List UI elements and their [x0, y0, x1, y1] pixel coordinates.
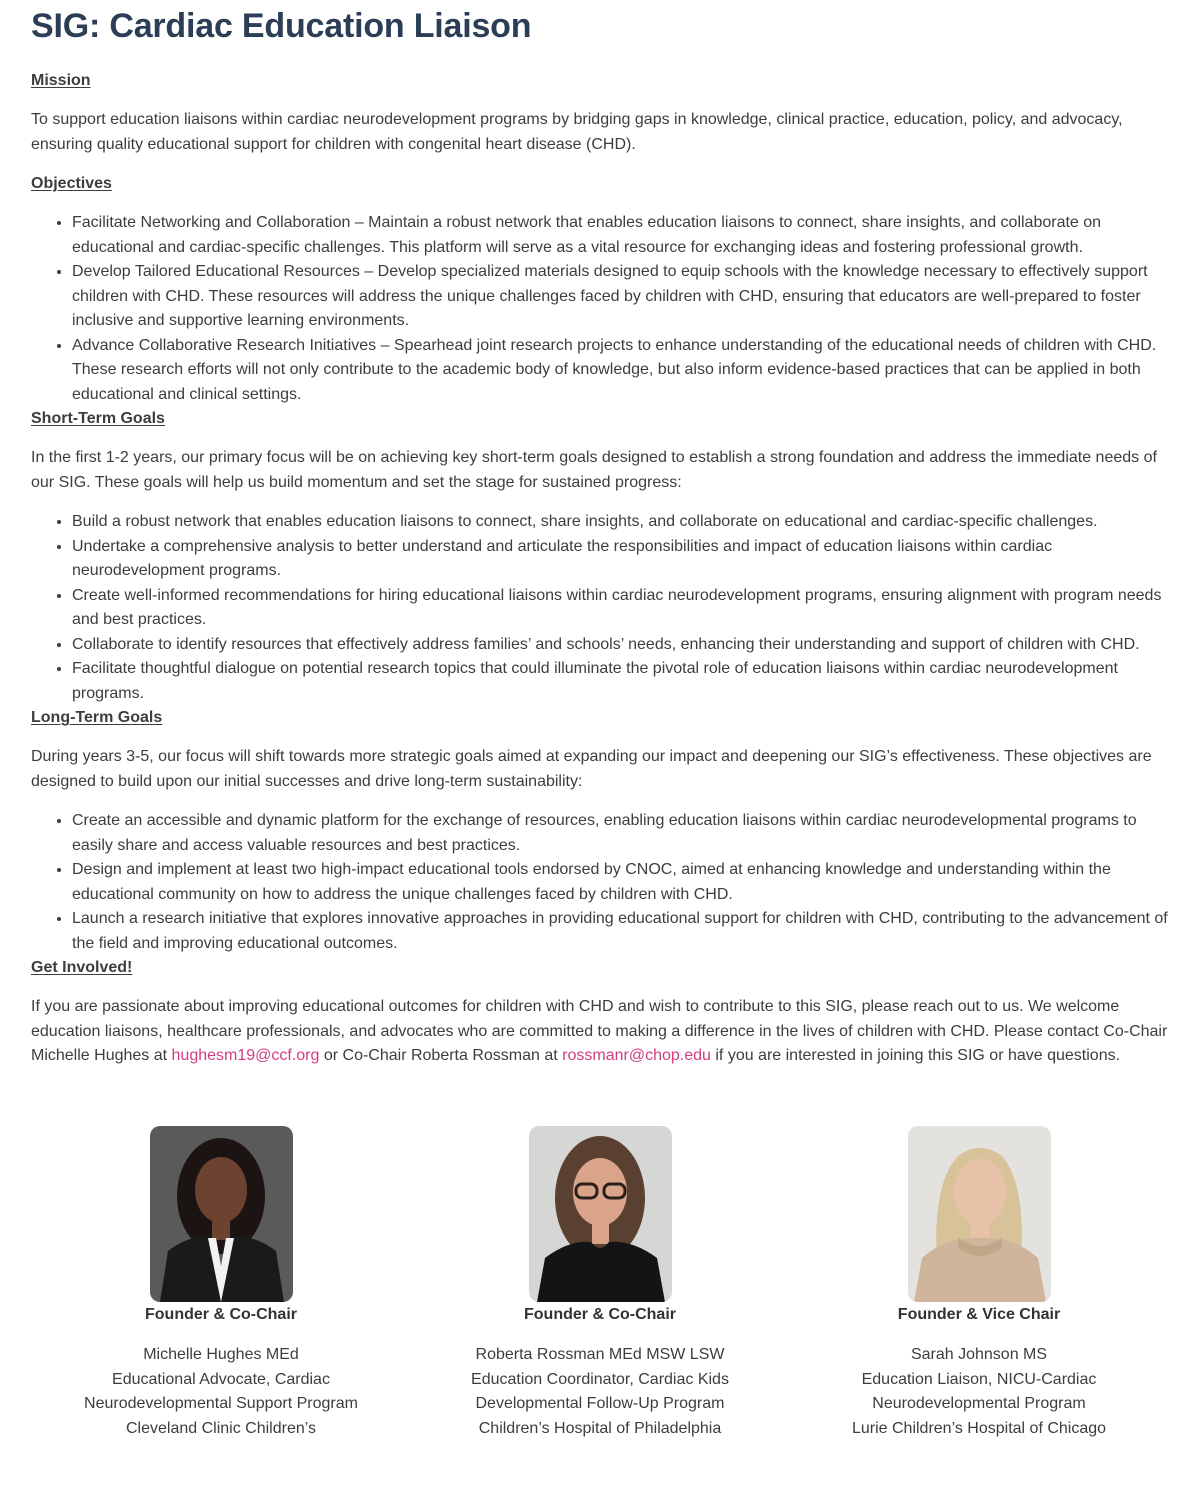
person-program: Developmental Follow-Up Program	[475, 1395, 725, 1412]
list-item: • Facilitate Networking and Collaboration – Maintain a robust network that enables education liaisons to connect, share insights, and collaborate on educational and cardiac-specific challenges. This platform will serve as a vital resource for exchanging ideas and fostering professional growth.	[72, 211, 1169, 260]
person-program: Neurodevelopmental Program	[872, 1395, 1086, 1412]
person-name: Sarah Johnson MS	[910, 1346, 1048, 1363]
person-info	[789, 1343, 1169, 1441]
get-involved-text-part: or Co-Chair Roberta Rossman at	[319, 1047, 563, 1064]
list-item: • Facilitate thoughtful dialogue on potential research topics that could illuminate the pivotal role of education liaisons within cardiac neurodevelopment programs.	[72, 657, 1169, 706]
person-role: Founder & Co-Chair	[524, 1306, 676, 1323]
mission-text: To support education liaisons within cardiac neurodevelopment programs by bridging gaps in knowledge, clinical practice, education, policy, and advocacy, ensuring quality educational support for children with congenital heart disease (CHD).	[31, 111, 1123, 153]
list-item: • Build a robust network that enables education liaisons to connect, share insights, and collaborate on educational and cardiac-specific challenges.	[72, 510, 1169, 535]
list-item: • Collaborate to identify resources that effectively address families’ and schools’ needs, enhancing their understanding and support of children with CHD.	[72, 633, 1169, 658]
portrait-photo	[150, 1126, 293, 1302]
person-info	[31, 1343, 411, 1441]
portrait-photo	[908, 1126, 1051, 1302]
person-title: Educational Advocate, Cardiac	[112, 1370, 330, 1388]
portrait-photo	[529, 1126, 672, 1302]
list-item: • Design and implement at least two high-impact educational tools endorsed by CNOC, aimed at enhancing knowledge and understanding within the educational community on how to address the unique challenges faced by children with CHD.	[72, 858, 1169, 907]
short-term-intro: In the first 1-2 years, our primary focus will be on achieving key short-term goals designed to establish a strong foundation and address the immediate needs of our SIG. These goals will help us build momentum and set the stage for sustained progress:	[31, 449, 1157, 491]
objectives-heading: Objectives	[31, 175, 112, 192]
email-link-rossman[interactable]: rossmanr@chop.edu	[562, 1047, 711, 1064]
person-program: Neurodevelopmental Support Program	[84, 1395, 358, 1412]
person-title: Education Coordinator, Cardiac Kids	[471, 1370, 729, 1388]
list-item: • Create an accessible and dynamic platform for the exchange of resources, enabling education liaisons within cardiac neurodevelopmental programs to easily share and access valuable resources and best practices.	[72, 809, 1169, 858]
person-role: Founder & Vice Chair	[897, 1306, 1061, 1323]
get-involved-text	[31, 995, 1169, 1069]
get-involved-text-part: if you are interested in joining this SIG or have questions.	[710, 1047, 1121, 1064]
person-title: Education Liaison, NICU-Cardiac	[861, 1370, 1097, 1388]
person-info	[410, 1343, 790, 1441]
person-card	[789, 1126, 1169, 1441]
person-name: Roberta Rossman MEd MSW LSW	[475, 1346, 725, 1363]
objectives-list	[31, 211, 1169, 407]
person-name: Michelle Hughes MEd	[143, 1346, 299, 1363]
get-involved-heading: Get Involved!	[31, 959, 133, 976]
list-item: • Develop Tailored Educational Resources – Develop specialized materials designed to equip schools with the knowledge necessary to effectively support children with CHD. These resources will address the unique challenges faced by children with CHD, ensuring that educators are well-prepared to foster inclusive and supportive learning environments.	[72, 260, 1169, 334]
page-title: SIG: Cardiac Education Liaison	[31, 7, 532, 45]
person-card	[410, 1126, 790, 1441]
mission-heading: Mission	[31, 72, 91, 89]
person-card	[31, 1126, 411, 1441]
short-term-list	[31, 510, 1169, 706]
person-institution: Cleveland Clinic Children’s	[125, 1419, 316, 1437]
long-term-list	[31, 809, 1169, 956]
short-term-heading: Short-Term Goals	[31, 410, 165, 427]
person-institution: Lurie Children’s Hospital of Chicago	[851, 1419, 1107, 1437]
person-role: Founder & Co-Chair	[145, 1306, 297, 1323]
long-term-intro: During years 3-5, our focus will shift towards more strategic goals aimed at expanding our impact and deepening our SIG’s effectiveness. These objectives are designed to build upon our initial successes and drive long-term sustainability:	[31, 748, 1152, 790]
list-item: • Undertake a comprehensive analysis to better understand and articulate the responsibilities and impact of education liaisons within cardiac neurodevelopment programs.	[72, 535, 1169, 584]
get-involved-text-part: If you are passionate about improving educational outcomes for children with CHD and wish to contribute to this SIG, please reach out to us. We welcome education liaisons, healthcare professionals, and advocates who are committed to making a difference in the lives of children with CHD. Please contact Co-Chair Michelle Hughes at	[31, 998, 1168, 1064]
list-item: • Launch a research initiative that explores innovative approaches in providing educational support for children with CHD, contributing to the advancement of the field and improving educational outcomes.	[72, 907, 1169, 956]
person-institution: Children’s Hospital of Philadelphia	[478, 1419, 722, 1437]
email-link-hughes[interactable]: hughesm19@ccf.org	[171, 1047, 320, 1064]
list-item: • Create well-informed recommendations for hiring educational liaisons within cardiac neurodevelopment programs, ensuring alignment with program needs and best practices.	[72, 584, 1169, 633]
long-term-heading: Long-Term Goals	[31, 709, 163, 726]
list-item: • Advance Collaborative Research Initiatives – Spearhead joint research projects to enhance understanding of the educational needs of children with CHD. These research efforts will not only contribute to the academic body of knowledge, but also inform evidence-based practices that can be applied in both educational and clinical settings.	[72, 334, 1169, 408]
